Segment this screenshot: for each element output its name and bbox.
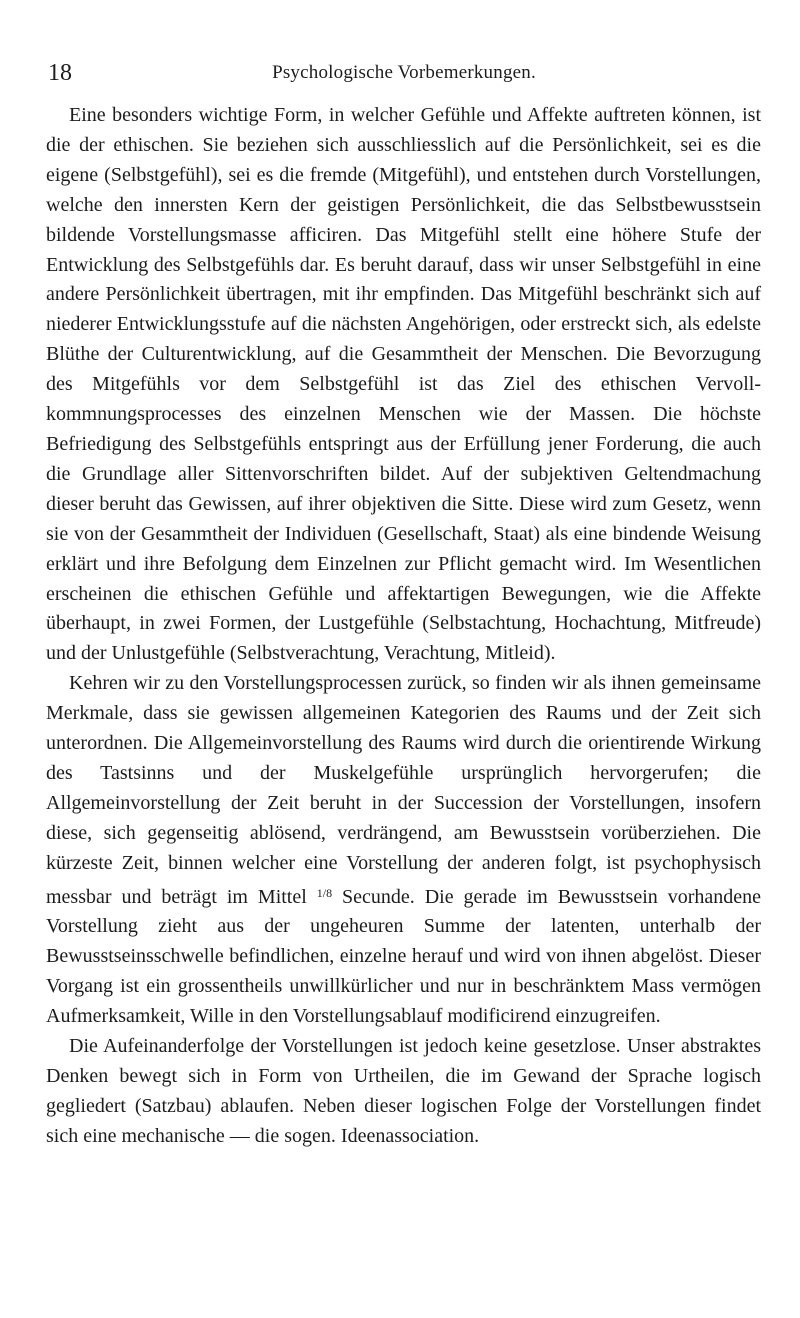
page-header [48,58,760,88]
running-title: Psychologische Vorbemerkungen. [272,62,536,83]
paragraph-ethical-feelings: Eine besonders wichtige Form, in welcher Gefühle und Affekte auftreten können, ist die der ethischen. Sie beziehen sich ausschliesslich auf die Persönlichkeit, sei es die eigene (Selbstgefühl), sei es die fremde (Mitgefühl), und entstehen durch Vorstellungen, welche den innersten Kern der geistigen Persönlichkeit, die das Selbstbewusstsein bildende Vorstellungsmasse afficiren. Das Mitgefühl stellt eine höhere Stufe der Entwicklung des Selbstgefühls dar. Es beruht darauf, dass wir unser Selbstgefühl in eine andere Persönlichkeit übertragen, mit ihr empfinden. Das Mitgefühl beschränkt sich auf niederer Entwicklungsstufe auf die nächsten Angehörigen, oder erstreckt sich, als edelste Blüthe der Culturentwicklung, auf die Gesammtheit der Menschen. Die Bevorzugung des Mitgefühls vor dem Selbstgefühl ist das Ziel des ethischen Vervollkommnungsprocesses des einzelnen Menschen wie der Massen. Die höchste Befriedigung des Selbstgefühls entspringt aus der Erfüllung jener Forderung, die auch die Grundlage aller Sittenvorschriften bildet. Auf der subjektiven Geltendmachung dieser beruht das Gewissen, auf ihrer objektiven die Sitte. Diese wird zum Gesetz, wenn sie von der Gesammtheit der Individuen (Gesellschaft, Staat) als eine bindende Weisung erklärt und ihre Befolgung dem Einzelnen zur Pflicht gemacht wird. Im Wesentlichen erscheinen die ethischen Gefühle und affektartigen Bewegungen, wie die Affekte überhaupt, in zwei Formen, der Lustgefühle (Selbstachtung, Hochachtung, Mitfreude) und der Unlustgefühle (Selbstverachtung, Verachtung, Mitleid). [46,104,761,665]
paragraph-idea-processes-start: Kehren wir zu den Vorstellungsprocessen zurück, so finden wir als ihnen gemeinsame Merkmale, dass sie gewissen allgemeinen Kategorien des Raums und der Zeit sich unterordnen. Die Allgemeinvorstellung des Raums wird durch die orientirende Wirkung des Tastsinns und der Muskelgefühle ursprünglich hervorgerufen; die Allgemeinvorstellung der Zeit beruht in der Succession der Vorstellungen, insofern diese, sich gegenseitig ablösend, verdrängend, am Bewusstsein vorüberziehen. Die kürzeste Zeit, binnen welcher eine Vorstellung der anderen folgt, ist psychophysisch messbar und beträgt im Mittel [46,672,761,908]
paragraph-sequence-of-ideas: Die Aufeinanderfolge der Vorstellungen ist jedoch keine gesetzlose. Unser abstraktes Denken bewegt sich in Form von Urtheilen, die im Gewand der Sprache logisch gegliedert (Satzbau) ablaufen. Neben dieser logischen Folge der Vorstellungen findet sich eine mechanische — die sogen. Ideenassociation. [46,1035,761,1147]
fraction-one-eighth: 1/8 [316,885,333,900]
paragraph-idea-processes [46,669,761,1032]
body-text [46,101,761,1152]
page-number: 18 [48,60,72,86]
paragraph-idea-processes-end: Secunde. Die gerade im Bewusstsein vorhandene Vorstellung zieht aus der ungeheuren Summe der latenten, unterhalb der Bewusstseinsschwelle befindlichen, einzelne herauf und wird von ihnen abgelöst. Dieser Vorgang ist ein grossentheils unwillkürlicher und nur in beschränktem Mass vermögen Aufmerksamkeit, Wille in den Vorstellungsablauf modificirend einzugreifen. [46,885,761,1028]
